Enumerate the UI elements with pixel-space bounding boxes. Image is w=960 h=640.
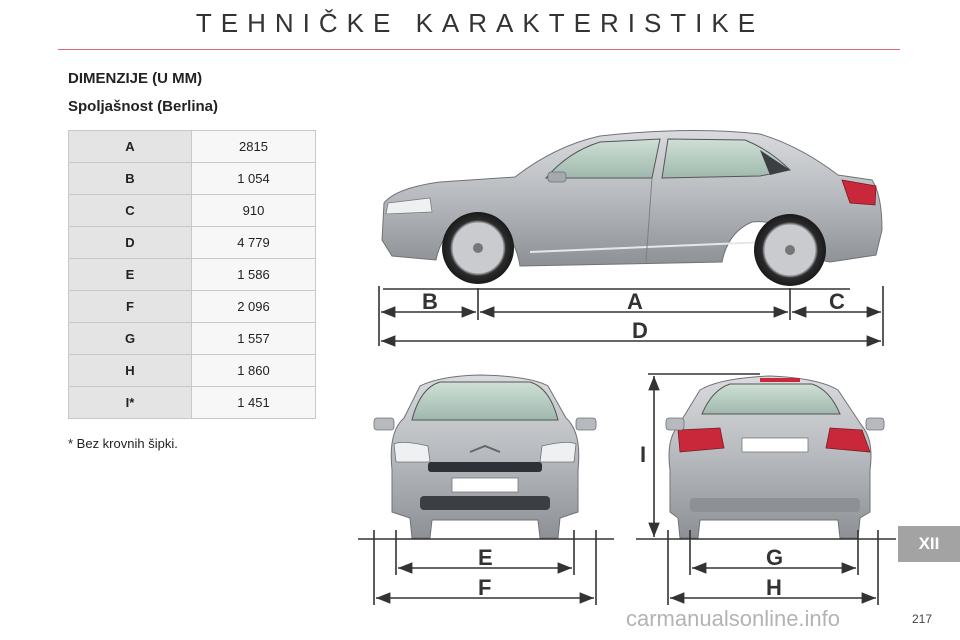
front-view-car-illustration xyxy=(374,375,596,538)
dim-label-c: C xyxy=(829,289,845,314)
dimension-value: 1 054 xyxy=(192,163,316,195)
chapter-tab: XII xyxy=(898,526,960,562)
dimension-key: H xyxy=(69,355,192,387)
dimension-value: 1 586 xyxy=(192,259,316,291)
side-view-car-illustration xyxy=(382,130,882,286)
dimension-key: F xyxy=(69,291,192,323)
dimension-key: E xyxy=(69,259,192,291)
dim-label-d: D xyxy=(632,318,648,343)
rear-view-car-illustration xyxy=(666,376,884,538)
dimension-value: 1 451 xyxy=(192,387,316,419)
dim-label-h: H xyxy=(766,575,782,600)
footnote: * Bez krovnih šipki. xyxy=(68,436,178,451)
dimension-key: I* xyxy=(69,387,192,419)
dimension-value: 2 096 xyxy=(192,291,316,323)
dimension-key: C xyxy=(69,195,192,227)
page-number: 217 xyxy=(912,612,933,626)
dim-label-e: E xyxy=(478,545,493,570)
section-subheading: Spoljašnost (Berlina) xyxy=(68,98,219,115)
dim-label-g: G xyxy=(766,545,784,570)
dimension-key: B xyxy=(69,163,192,195)
watermark: carmanualsonline.info xyxy=(626,606,841,631)
dimension-key: G xyxy=(69,323,192,355)
dimension-value: 2815 xyxy=(192,131,316,163)
dimension-key: D xyxy=(69,227,192,259)
dim-label-f: F xyxy=(478,575,492,600)
dim-label-b: B xyxy=(422,289,438,314)
dimension-value: 1 860 xyxy=(192,355,316,387)
dim-label-a: A xyxy=(627,289,643,314)
dimension-key: A xyxy=(69,131,192,163)
page-title: TEHNIČKE KARAKTERISTIKE xyxy=(195,8,765,38)
dimension-value: 4 779 xyxy=(192,227,316,259)
section-heading: DIMENZIJE (U MM) xyxy=(68,70,203,87)
dim-label-i: I xyxy=(640,442,647,467)
dimension-value: 910 xyxy=(192,195,316,227)
dimension-value: 1 557 xyxy=(192,323,316,355)
